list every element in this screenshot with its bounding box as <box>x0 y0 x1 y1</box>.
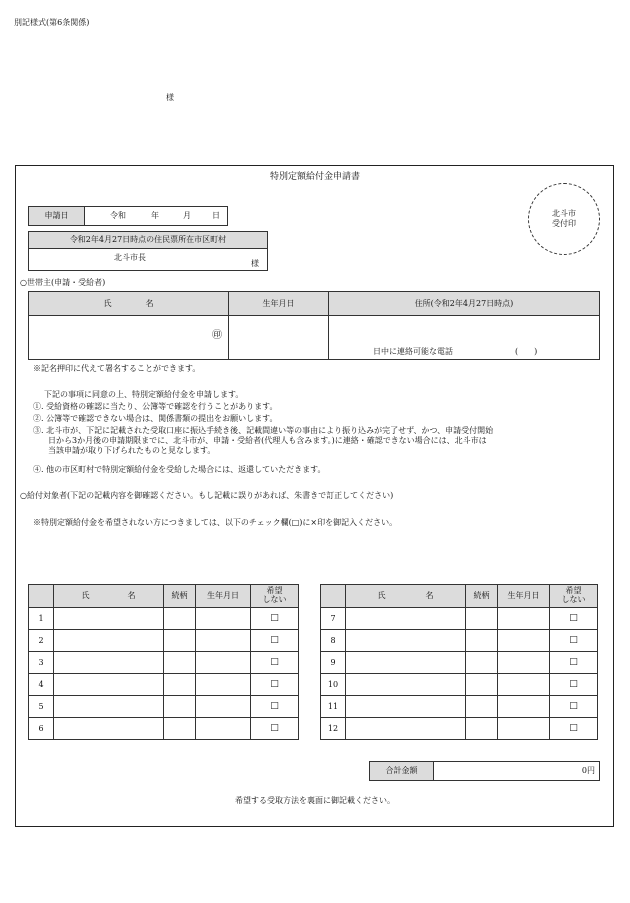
birthdate-cell[interactable] <box>196 696 251 718</box>
consent-intro: 下記の事項に同意の上、特別定額給付金を申請します。 <box>44 390 244 399</box>
table-row <box>321 674 598 696</box>
relation-cell[interactable] <box>164 718 196 740</box>
header-no <box>29 585 54 608</box>
name-cell[interactable] <box>54 718 164 740</box>
table-row <box>29 652 299 674</box>
consent-item-4: ④. 他の市区町村で特別定額給付金を受給した場合には、返還していただきます。 <box>33 465 326 474</box>
optout-note: ※特別定額給付金を希望されない方につきましては、以下のチェック欄(□)に×印を御記入ください。 <box>33 518 398 527</box>
consent-item-3: ③. 北斗市が、下記に記載された受取口座に振込手続き後、記載間違い等の事由により振り込みが完了せず、かつ、申請受付開始 日から3か月後の申請期限までに、北斗市が、申請・受給者(代理人も含みます。)に連絡・確認できない場合には、北斗市は 当該申請が取り下げられたものと見なします。 <box>33 426 494 455</box>
birthdate-cell[interactable] <box>498 630 550 652</box>
birthdate-cell[interactable] <box>196 608 251 630</box>
row-number: 12 <box>321 718 346 740</box>
birthdate-cell[interactable] <box>196 718 251 740</box>
birthdate-cell[interactable] <box>196 674 251 696</box>
date-field[interactable] <box>85 207 228 226</box>
relation-cell[interactable] <box>164 674 196 696</box>
birthdate-cell[interactable] <box>498 674 550 696</box>
row-number: 2 <box>29 630 54 652</box>
birthdate-cell[interactable] <box>196 630 251 652</box>
recipients-table-right <box>320 584 598 740</box>
name-cell[interactable] <box>346 696 466 718</box>
name-cell[interactable] <box>346 630 466 652</box>
householder-table <box>28 291 600 360</box>
recipients-table-left <box>28 584 299 740</box>
birthdate-cell[interactable] <box>498 696 550 718</box>
name-cell[interactable] <box>346 608 466 630</box>
name-cell[interactable] <box>54 652 164 674</box>
table-row <box>29 718 299 740</box>
municipality-name: 北斗市長 <box>114 253 146 262</box>
householder-section-title: ○世帯主(申請・受給者) <box>20 278 106 287</box>
name-cell[interactable] <box>54 696 164 718</box>
table-row <box>29 696 299 718</box>
optout-checkbox[interactable]: □ <box>251 608 299 630</box>
optout-checkbox[interactable]: □ <box>550 630 598 652</box>
optout-checkbox[interactable]: □ <box>251 652 299 674</box>
row-number: 7 <box>321 608 346 630</box>
form-number: 別記様式(第6条関係) <box>14 18 90 27</box>
row-number: 4 <box>29 674 54 696</box>
total-amount-table <box>369 761 600 781</box>
header-no <box>321 585 346 608</box>
row-number: 3 <box>29 652 54 674</box>
row-number: 9 <box>321 652 346 674</box>
header-optout: 希望 しない <box>550 585 598 608</box>
row-number: 11 <box>321 696 346 718</box>
consent-item-2: ②. 公簿等で確認できない場合は、関係書類の提出をお願いします。 <box>33 414 278 423</box>
date-label: 申請日 <box>29 207 85 226</box>
header-birthdate: 生年月日 <box>229 292 329 316</box>
date-year-unit: 年 <box>151 211 159 220</box>
optout-checkbox[interactable]: □ <box>251 696 299 718</box>
row-number: 10 <box>321 674 346 696</box>
table-row <box>321 696 598 718</box>
table-row <box>321 608 598 630</box>
header-birthdate: 生年月日 <box>196 585 251 608</box>
stamp-label: 受付印 <box>552 219 576 228</box>
header-name: 氏 名 <box>29 292 229 316</box>
householder-address-field[interactable] <box>329 316 600 360</box>
form-title: 特別定額給付金申請書 <box>269 172 360 182</box>
seal-note: ※記名押印に代えて署名することができます。 <box>33 364 201 373</box>
header-birthdate: 生年月日 <box>498 585 550 608</box>
row-number: 8 <box>321 630 346 652</box>
table-row <box>321 652 598 674</box>
row-number: 5 <box>29 696 54 718</box>
optout-checkbox[interactable]: □ <box>251 674 299 696</box>
name-cell[interactable] <box>346 674 466 696</box>
name-cell[interactable] <box>346 718 466 740</box>
header-address: 住所(令和2年4月27日時点) <box>329 292 600 316</box>
relation-cell[interactable] <box>164 696 196 718</box>
phone-field[interactable]: ( ) <box>515 347 538 356</box>
relation-cell[interactable] <box>466 718 498 740</box>
total-label: 合計金額 <box>370 762 434 781</box>
birthdate-cell[interactable] <box>498 718 550 740</box>
table-row <box>321 718 598 740</box>
date-day-unit: 日 <box>212 211 220 220</box>
header-relation: 続柄 <box>164 585 196 608</box>
birthdate-cell[interactable] <box>498 652 550 674</box>
optout-checkbox[interactable]: □ <box>251 630 299 652</box>
birthdate-cell[interactable] <box>196 652 251 674</box>
row-number: 6 <box>29 718 54 740</box>
consent-item-1: ①. 受給資格の確認に当たり、公簿等で確認を行うことがあります。 <box>33 402 278 411</box>
recipients-section-title: ○給付対象者(下記の記載内容を御確認ください。もし記載に誤りがあれば、朱書きで訂正してください) <box>20 491 394 500</box>
householder-birthdate-field[interactable] <box>229 316 329 360</box>
relation-cell[interactable] <box>466 696 498 718</box>
table-row <box>29 674 299 696</box>
addressee-honorific: 様 <box>166 93 174 102</box>
relation-cell[interactable] <box>164 608 196 630</box>
header-relation: 続柄 <box>466 585 498 608</box>
table-row <box>321 630 598 652</box>
date-month-unit: 月 <box>183 211 191 220</box>
optout-checkbox[interactable]: □ <box>550 608 598 630</box>
birthdate-cell[interactable] <box>498 608 550 630</box>
relation-cell[interactable] <box>164 630 196 652</box>
householder-name-field[interactable] <box>29 316 229 360</box>
optout-checkbox[interactable]: □ <box>251 718 299 740</box>
reception-stamp-area <box>528 183 600 255</box>
header-recipient-name: 氏 名 <box>346 585 466 608</box>
optout-checkbox[interactable]: □ <box>550 696 598 718</box>
name-cell[interactable] <box>54 630 164 652</box>
header-recipient-name: 氏 名 <box>54 585 164 608</box>
relation-cell[interactable] <box>164 652 196 674</box>
stamp-municipality: 北斗市 <box>552 209 576 218</box>
table-row <box>29 608 299 630</box>
footer-note: 希望する受取方法を裏面に御記載ください。 <box>235 796 395 805</box>
name-cell[interactable] <box>54 608 164 630</box>
relation-cell[interactable] <box>466 652 498 674</box>
row-number: 1 <box>29 608 54 630</box>
optout-checkbox[interactable]: □ <box>550 674 598 696</box>
relation-cell[interactable] <box>466 674 498 696</box>
phone-label: 日中に連絡可能な電話 <box>373 347 453 356</box>
optout-checkbox[interactable]: □ <box>550 652 598 674</box>
table-row <box>29 630 299 652</box>
date-era: 令和 <box>110 211 126 220</box>
seal-mark: ㊞ <box>212 330 222 341</box>
header-optout: 希望 しない <box>251 585 299 608</box>
application-date-table <box>28 206 228 226</box>
municipality-honorific: 様 <box>251 259 259 268</box>
municipality-box <box>28 231 268 271</box>
name-cell[interactable] <box>54 674 164 696</box>
relation-cell[interactable] <box>466 608 498 630</box>
total-value: 0円 <box>434 762 600 781</box>
name-cell[interactable] <box>346 652 466 674</box>
optout-checkbox[interactable]: □ <box>550 718 598 740</box>
municipality-header: 令和2年4月27日時点の住民票所在市区町村 <box>29 232 267 249</box>
relation-cell[interactable] <box>466 630 498 652</box>
